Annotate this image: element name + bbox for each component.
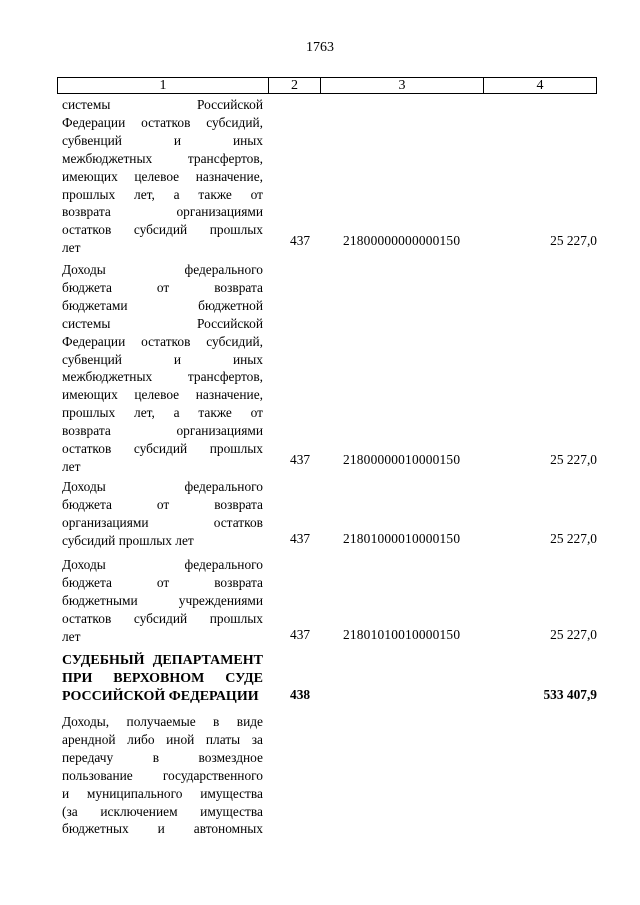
desc-line: субвенций и иных <box>62 132 263 148</box>
desc-line: (за исключением имущества <box>62 803 263 819</box>
row-code: 437 <box>290 233 311 248</box>
desc-line: субвенций и иных <box>62 351 263 367</box>
desc-line: Доходы, получаемые в виде <box>62 714 263 729</box>
row-description <box>62 96 263 257</box>
desc-line: остатков субсидий прошлых <box>62 222 263 238</box>
desc-line: пользование государственного <box>62 767 263 783</box>
desc-line: возврата организациями <box>62 423 263 439</box>
desc-line: имеющих целевое назначение, <box>62 168 263 184</box>
desc-line: субсидий прошлых лет <box>62 532 194 548</box>
row-description <box>62 556 263 646</box>
row-description <box>62 478 263 550</box>
desc-line: остатков субсидий прошлых <box>62 441 263 457</box>
row-description <box>62 652 263 706</box>
desc-line: организациями остатков <box>62 514 263 530</box>
desc-line: бюджетами бюджетной <box>62 297 263 313</box>
desc-line: РОССИЙСКОЙ ФЕДЕРАЦИИ <box>62 688 259 704</box>
row-code: 437 <box>290 452 311 467</box>
desc-line: прошлых лет, а также от <box>62 405 263 421</box>
desc-line: СУДЕБНЫЙ ДЕПАРТАМЕНТ <box>62 653 263 668</box>
desc-line: Доходы федерального <box>62 557 263 572</box>
desc-line: передачу в возмездное <box>62 749 263 765</box>
row-kbk: 21800000000000150 <box>343 233 461 248</box>
desc-line: лет <box>62 628 81 644</box>
header-col-2: 2 <box>269 78 321 93</box>
row-amount: 25 227,0 <box>550 233 597 248</box>
desc-line: бюджетных и автономных <box>62 821 263 837</box>
row-description <box>62 713 263 838</box>
desc-line: остатков субсидий прошлых <box>62 610 263 626</box>
row-amount: 25 227,0 <box>550 452 597 467</box>
desc-line: ПРИ ВЕРХОВНОМ СУДЕ <box>62 670 263 686</box>
header-col-4: 4 <box>536 78 544 93</box>
desc-line: бюджета от возврата <box>62 496 263 512</box>
desc-line: межбюджетных трансфертов, <box>62 369 263 385</box>
row-amount: 25 227,0 <box>550 531 597 546</box>
desc-line: Доходы федерального <box>62 262 263 277</box>
desc-line: Федерации остатков субсидий, <box>62 114 263 130</box>
desc-line: системы Российской <box>62 315 263 331</box>
row-amount: 533 407,9 <box>543 687 597 702</box>
row-kbk: 21800000010000150 <box>343 452 461 467</box>
desc-line: межбюджетных трансфертов, <box>62 150 263 166</box>
desc-line: Доходы федерального <box>62 479 263 494</box>
desc-line: лет <box>62 240 81 256</box>
desc-line: имеющих целевое назначение, <box>62 387 263 403</box>
header-col-1: 1 <box>58 78 269 93</box>
row-code: 438 <box>290 687 311 702</box>
desc-line: Федерации остатков субсидий, <box>62 333 263 349</box>
desc-line: прошлых лет, а также от <box>62 186 263 202</box>
row-kbk: 21801010010000150 <box>343 627 461 642</box>
desc-line: лет <box>62 458 81 474</box>
row-code: 437 <box>290 627 311 642</box>
desc-line: системы Российской <box>62 97 263 112</box>
desc-line: бюджета от возврата <box>62 279 263 295</box>
header-col-3: 3 <box>321 78 484 93</box>
desc-line: арендной либо иной платы за <box>62 731 263 747</box>
row-kbk: 21801000010000150 <box>343 531 461 546</box>
desc-line: бюджетными учреждениями <box>62 592 263 608</box>
row-description <box>62 261 263 476</box>
row-code: 437 <box>290 531 311 546</box>
desc-line: бюджета от возврата <box>62 574 263 590</box>
desc-line: возврата организациями <box>62 204 263 220</box>
desc-line: и муниципального имущества <box>62 785 263 801</box>
row-amount: 25 227,0 <box>550 627 597 642</box>
page-number: 1763 <box>306 40 334 55</box>
table-header-row <box>57 77 597 94</box>
